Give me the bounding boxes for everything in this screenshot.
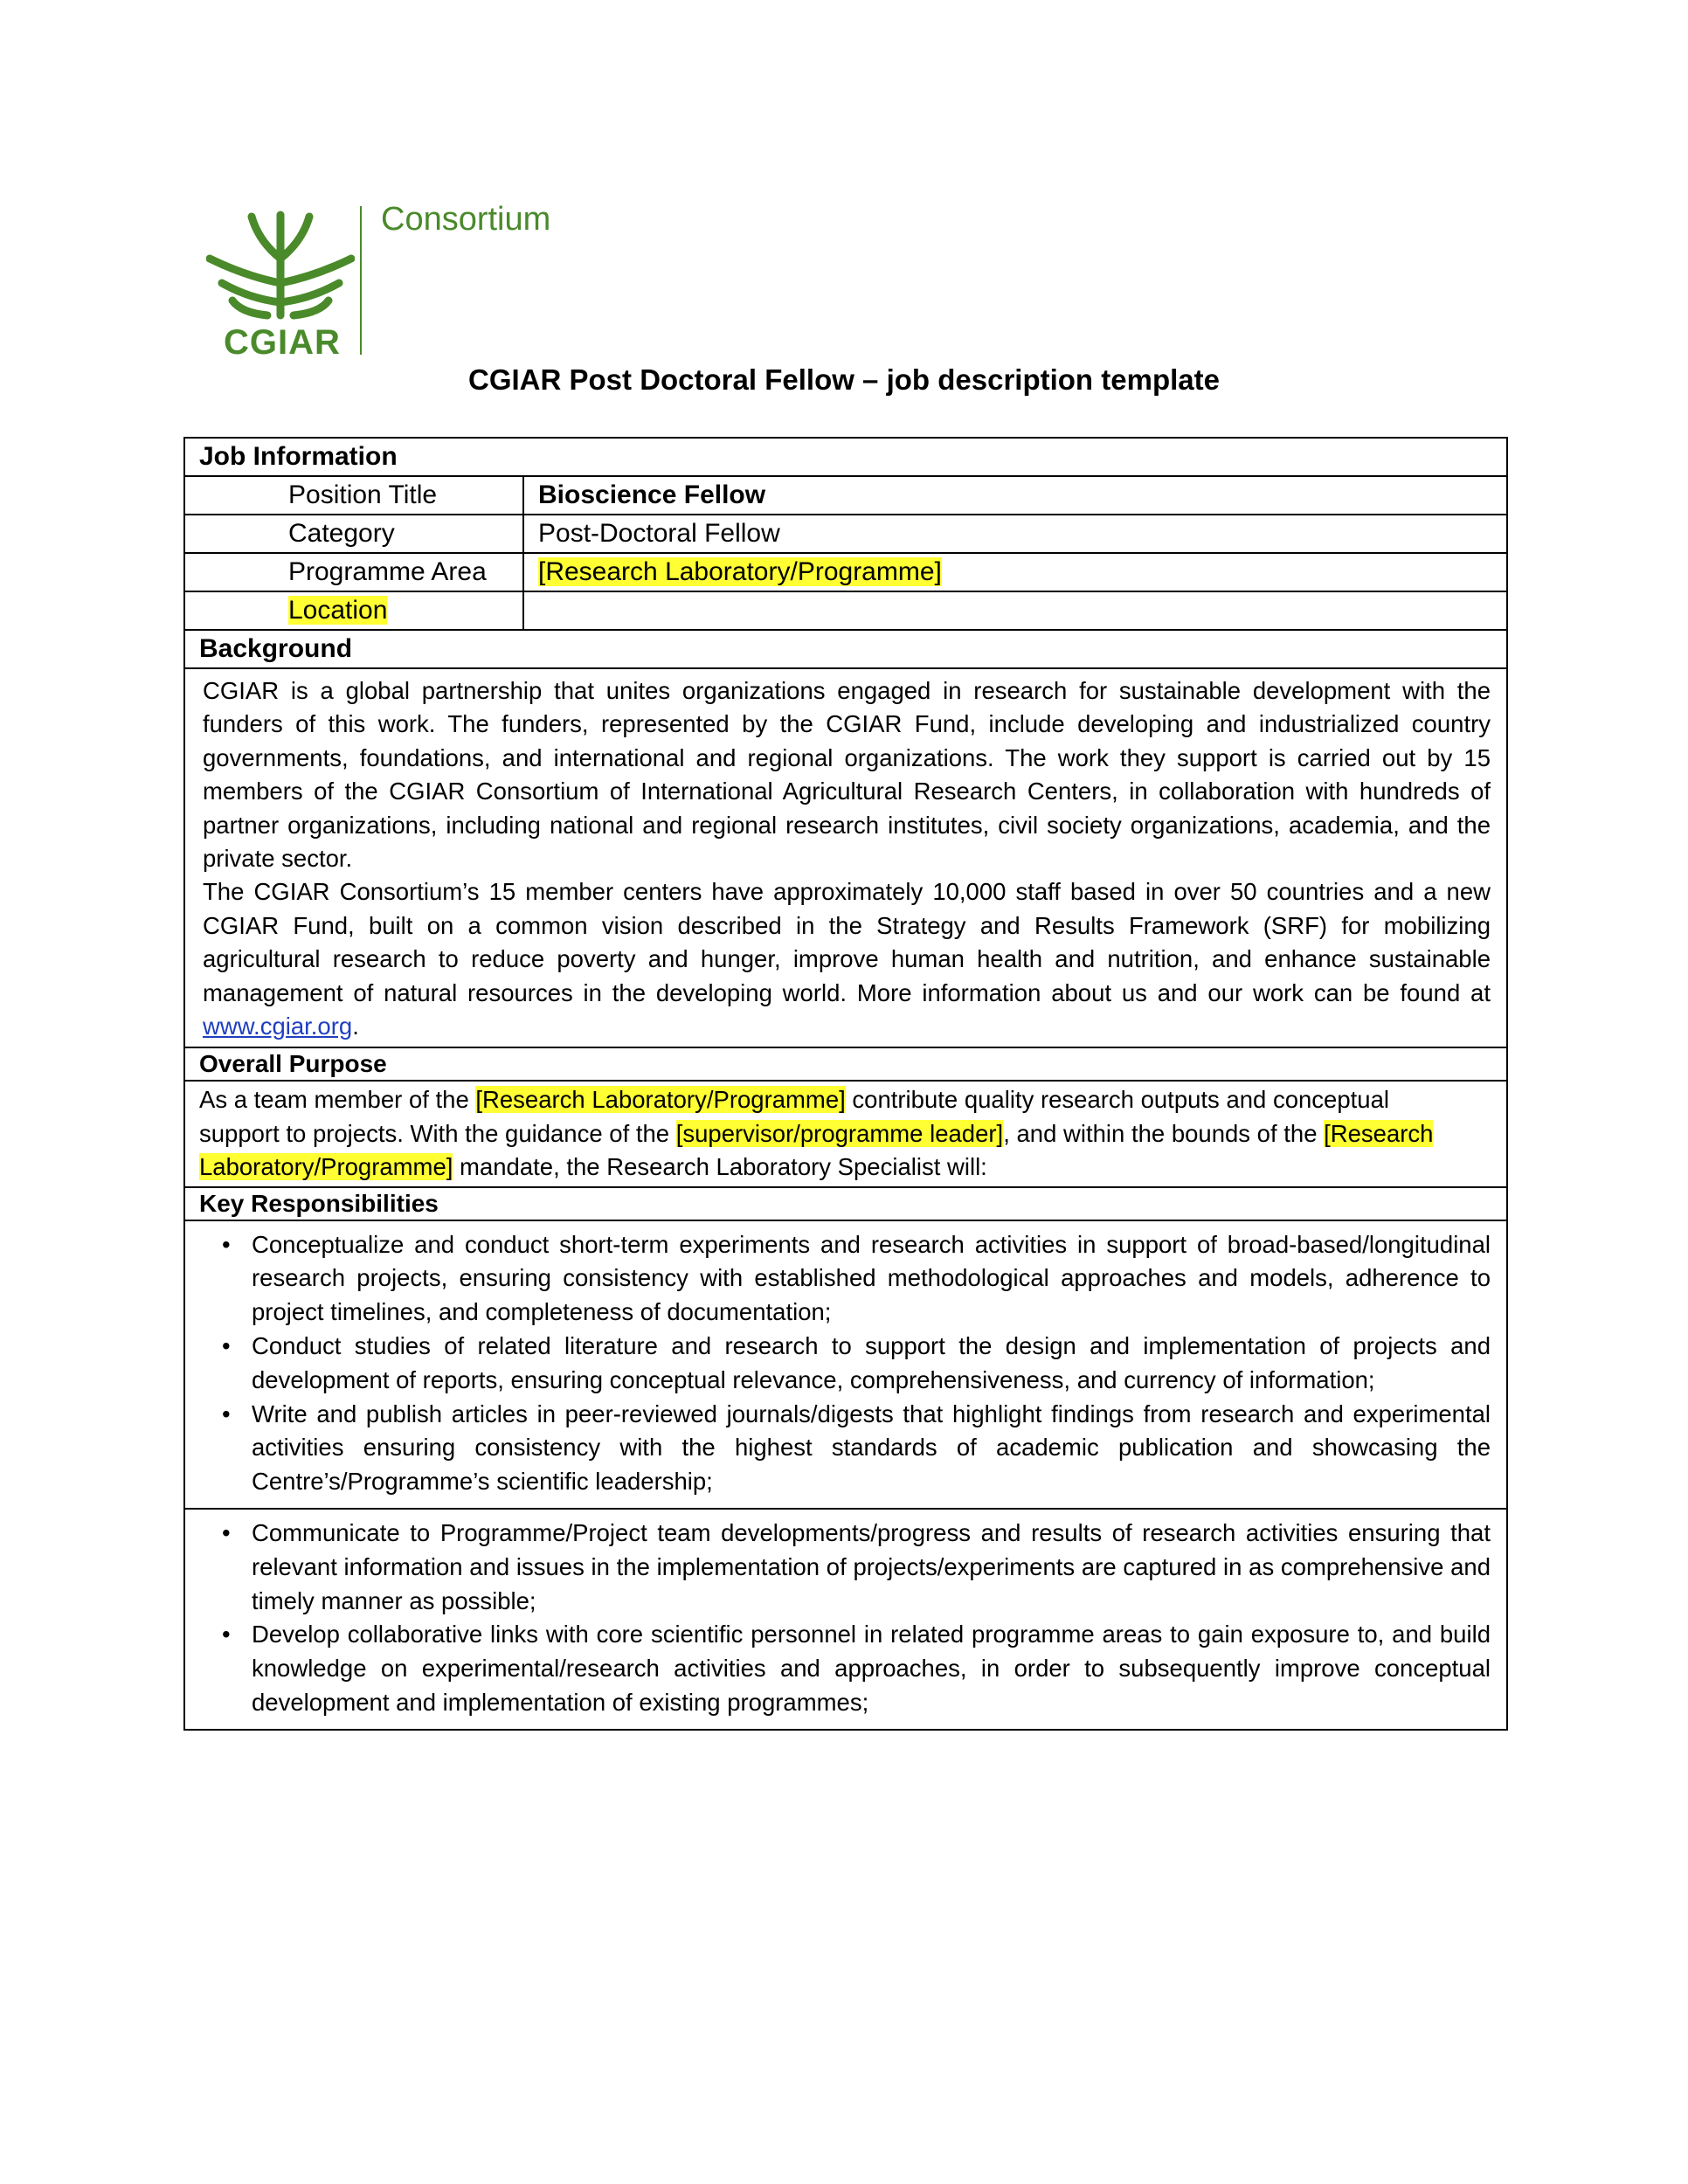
label-category: Category xyxy=(185,515,524,552)
placeholder-supervisor: [supervisor/programme leader] xyxy=(675,1119,1004,1147)
background-paragraph-2: The CGIAR Consortium’s 15 member centers have approximately 10,000 staff based in over 50 countries and a new CGIAR Fund, built on a common vision described in the Strategy and Results Framework (SRF) for mobilizing agricultural research to reduce poverty and hunger, improve human health and nutrition, and enhance sustainable management of natural resources in the developing world. More information about us and our work can be found at www.cgiar.org. xyxy=(203,878,1491,1040)
section-header-key-responsibilities: Key Responsibilities xyxy=(185,1188,1506,1221)
overall-purpose-text: As a team member of the [Research Laboratory/Programme] contribute quality research outputs and conceptual support to projects. With the guidance of the [supervisor/programme leader], and within the bounds of the [Research Laboratory/Programme] mandate, the Research Laboratory Specialist will: xyxy=(185,1082,1506,1187)
placeholder-research-lab-2: [Research Laboratory/Programme] xyxy=(199,1119,1434,1181)
background-text xyxy=(185,669,1506,1048)
responsibility-item: • Conceptualize and conduct short-term experiments and research activities in support of broad-based/longitudinal research projects, ensuring consistency with established methodological approaches and models, adherence to project timelines, and completeness of documentation; xyxy=(252,1228,1491,1330)
responsibilities-group-1 xyxy=(185,1221,1506,1508)
bullet-icon: • xyxy=(222,1230,231,1258)
row-category xyxy=(185,515,1506,554)
row-location xyxy=(185,592,1506,631)
job-description-table xyxy=(183,437,1508,1731)
bullet-icon: • xyxy=(222,1621,231,1648)
value-location xyxy=(524,592,1506,629)
section-header-job-information: Job Information xyxy=(185,439,1506,477)
value-position-title: Bioscience Fellow xyxy=(538,480,766,509)
label-location: Location xyxy=(288,596,388,625)
bullet-icon: • xyxy=(222,1519,231,1547)
cgiar-website-link[interactable]: www.cgiar.org xyxy=(203,1013,353,1040)
label-programme-area: Programme Area xyxy=(185,554,524,591)
row-position-title xyxy=(185,477,1506,515)
wheat-logo-icon xyxy=(206,206,355,320)
document-title: CGIAR Post Doctoral Fellow – job description template xyxy=(468,363,1220,396)
responsibility-item: • Communicate to Programme/Project team developments/progress and results of research activities ensuring that relevant information and issues in the implementation of projects/experiments are captured in as comprehensive and timely manner as possible; xyxy=(252,1517,1491,1618)
bullet-icon: • xyxy=(222,1332,231,1360)
section-header-background: Background xyxy=(185,631,1506,669)
logo-subtitle: Consortium xyxy=(381,201,551,238)
value-category: Post-Doctoral Fellow xyxy=(538,519,780,548)
responsibility-item: • Develop collaborative links with core scientific personnel in related programme areas to gain exposure to, and build knowledge on experimental/research activities and approaches, in order to subsequently improve conceptual development and implementation of existing programmes; xyxy=(252,1618,1491,1719)
responsibilities-group-2 xyxy=(185,1508,1506,1729)
placeholder-research-lab: [Research Laboratory/Programme] xyxy=(475,1086,846,1114)
label-position-title: Position Title xyxy=(185,477,524,514)
responsibility-item: • Conduct studies of related literature and research to support the design and implementation of projects and development of reports, ensuring conceptual relevance, comprehensiveness, and currency of information; xyxy=(252,1330,1491,1398)
cgiar-logo xyxy=(206,201,573,362)
responsibility-item: • Write and publish articles in peer-reviewed journals/digests that highlight findings from research and experimental activities ensuring consistency with the highest standards of academic publication and showcasing the Centre’s/Programme’s scientific leadership; xyxy=(252,1398,1491,1499)
background-paragraph-1: CGIAR is a global partnership that unites organizations engaged in research for sustainable development with the funders of this work. The funders, represented by the CGIAR Fund, include developing and industrialized country governments, foundations, and international and regional organizations. The work they support is carried out by 15 members of the CGIAR Consortium of International Agricultural Research Centers, in collaboration with hundreds of partner organizations, including national and regional research institutes, civil society organizations, academia, and the private sector. xyxy=(203,677,1491,873)
section-header-overall-purpose: Overall Purpose xyxy=(185,1048,1506,1082)
logo-wordmark: CGIAR xyxy=(224,323,341,362)
value-programme-area: [Research Laboratory/Programme] xyxy=(538,557,942,586)
bullet-icon: • xyxy=(222,1400,231,1427)
logo-divider xyxy=(360,206,362,355)
row-programme-area xyxy=(185,554,1506,592)
